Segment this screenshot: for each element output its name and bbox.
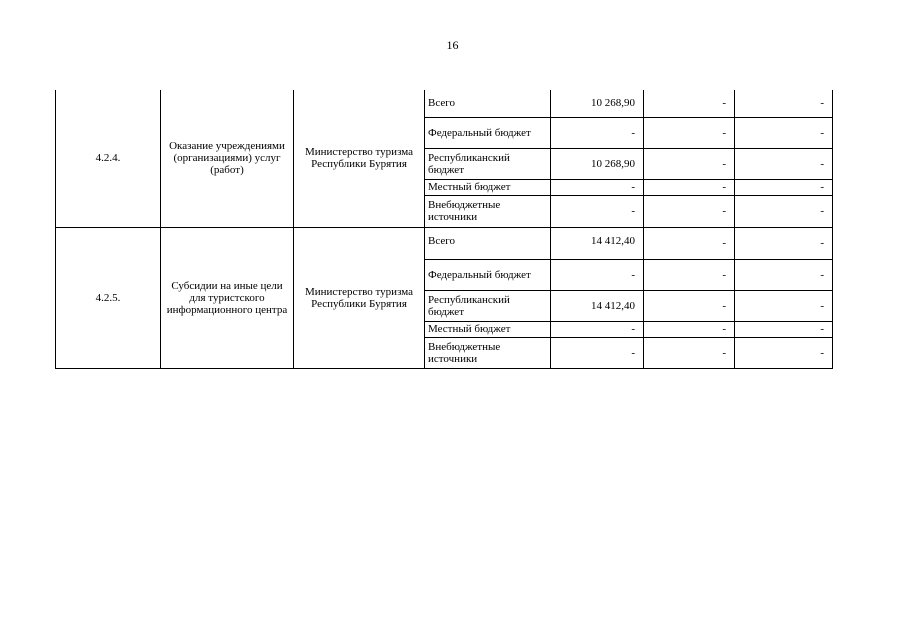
value-cell: 10 268,90 bbox=[551, 148, 644, 179]
value-cell: - bbox=[644, 321, 735, 337]
value-cell: - bbox=[551, 179, 644, 195]
page-number: 16 bbox=[446, 38, 459, 52]
value-cell: - bbox=[644, 117, 735, 148]
value-cell: - bbox=[551, 117, 644, 148]
value-cell: - bbox=[735, 227, 833, 259]
source-label: Всего bbox=[425, 90, 551, 117]
value-cell: - bbox=[551, 321, 644, 337]
source-label: Всего bbox=[425, 227, 551, 259]
value-cell: 10 268,90 bbox=[551, 90, 644, 117]
source-label: Местный бюджет bbox=[425, 179, 551, 195]
source-label: Федеральный бюджет bbox=[425, 117, 551, 148]
executor: Министерство туризма Республики Бурятия bbox=[294, 90, 425, 227]
executor: Министерство туризма Республики Бурятия bbox=[294, 227, 425, 368]
measure-name: Оказание учреждениями (организациями) услуг (работ) bbox=[161, 90, 294, 227]
value-cell: - bbox=[735, 117, 833, 148]
value-cell: - bbox=[644, 259, 735, 290]
measure-code: 4.2.5. bbox=[56, 227, 161, 368]
source-label: Внебюджетные источники bbox=[425, 337, 551, 368]
measure-name: Субсидии на иные цели для туристского информационного центра bbox=[161, 227, 294, 368]
value-cell: - bbox=[735, 259, 833, 290]
value-cell: - bbox=[644, 227, 735, 259]
value-cell: - bbox=[644, 148, 735, 179]
value-cell: - bbox=[551, 195, 644, 227]
value-cell: - bbox=[551, 337, 644, 368]
table-row bbox=[56, 90, 833, 117]
source-label: Внебюджетные источники bbox=[425, 195, 551, 227]
table-row bbox=[56, 227, 833, 259]
value-cell: - bbox=[551, 259, 644, 290]
value-cell: - bbox=[644, 90, 735, 117]
value-cell: - bbox=[735, 195, 833, 227]
source-label: Республиканский бюджет bbox=[425, 148, 551, 179]
value-cell: - bbox=[735, 90, 833, 117]
value-cell: - bbox=[644, 290, 735, 321]
value-cell: 14 412,40 bbox=[551, 290, 644, 321]
value-cell: - bbox=[735, 321, 833, 337]
value-cell: - bbox=[735, 179, 833, 195]
source-label: Республиканский бюджет bbox=[425, 290, 551, 321]
value-cell: - bbox=[644, 179, 735, 195]
value-cell: 14 412,40 bbox=[551, 227, 644, 259]
measure-code: 4.2.4. bbox=[56, 90, 161, 227]
value-cell: - bbox=[644, 337, 735, 368]
source-label: Федеральный бюджет bbox=[425, 259, 551, 290]
source-label: Местный бюджет bbox=[425, 321, 551, 337]
value-cell: - bbox=[735, 337, 833, 368]
value-cell: - bbox=[735, 290, 833, 321]
budget-table bbox=[55, 90, 833, 369]
value-cell: - bbox=[644, 195, 735, 227]
value-cell: - bbox=[735, 148, 833, 179]
